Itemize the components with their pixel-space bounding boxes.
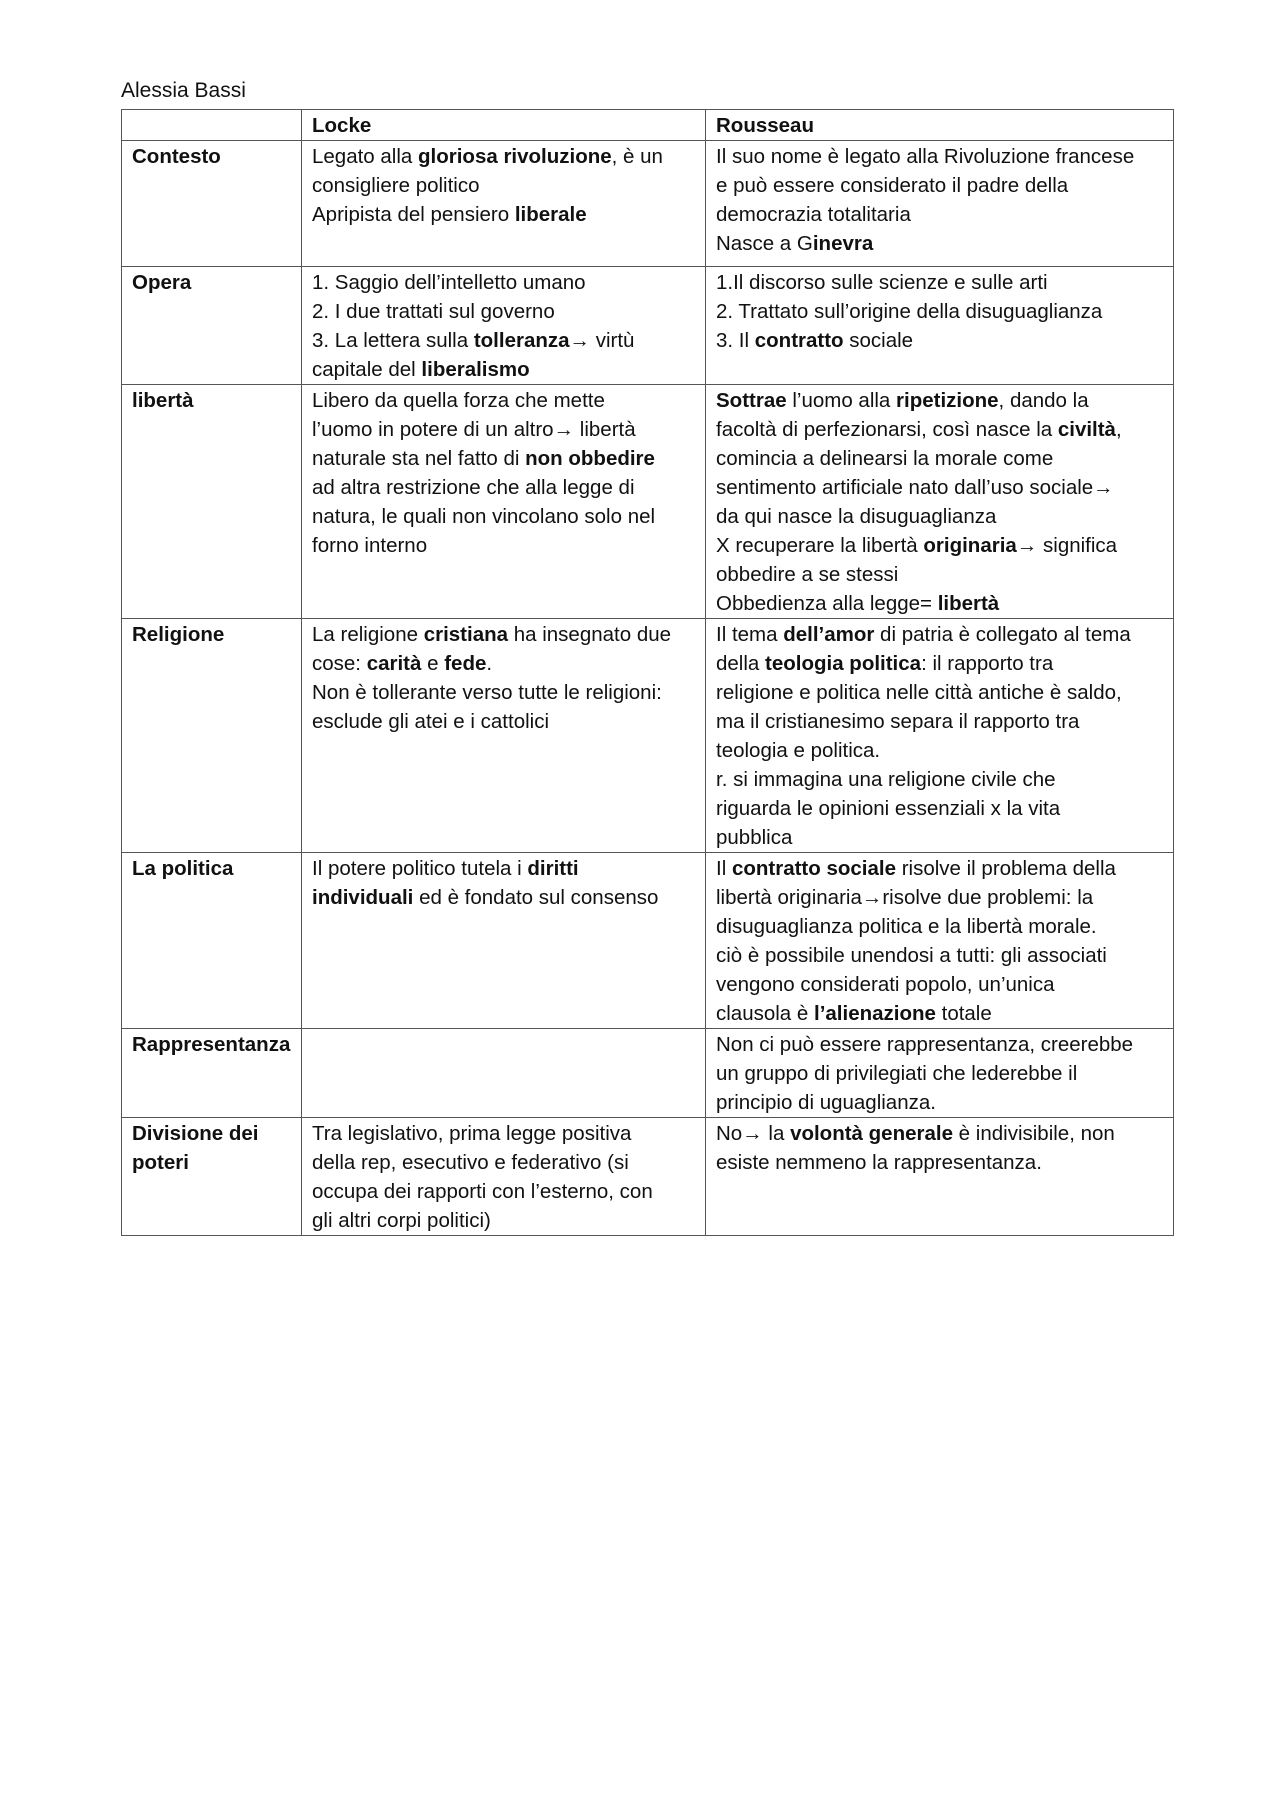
cell-text-line bbox=[716, 560, 1163, 589]
text-segment: → significa bbox=[1016, 534, 1118, 557]
text-segment: riguarda le opinioni essenziali x la vita bbox=[716, 797, 1061, 820]
text-segment: sociale bbox=[843, 329, 914, 352]
text-segment: Il tema bbox=[716, 623, 784, 646]
cell-text-line bbox=[716, 1088, 1163, 1117]
cell-text-line bbox=[716, 326, 1163, 355]
cell-text-line bbox=[716, 531, 1163, 560]
cell-text-line bbox=[716, 473, 1163, 502]
text-segment: Il potere politico tutela i bbox=[312, 857, 528, 880]
comparison-table bbox=[121, 109, 1174, 1236]
header-cell-empty bbox=[122, 110, 302, 141]
text-segment: risolve il problema della bbox=[896, 857, 1116, 880]
rousseau-cell bbox=[706, 141, 1174, 267]
cell-text-line bbox=[716, 678, 1163, 707]
text-segment: Non ci può essere rappresentanza, creerebbe bbox=[716, 1033, 1134, 1056]
text-segment: forno interno bbox=[312, 534, 428, 557]
text-segment: esclude gli atei e i cattolici bbox=[312, 710, 550, 733]
cell-text-line bbox=[716, 883, 1163, 912]
cell-text-line bbox=[312, 707, 695, 736]
table-row bbox=[122, 267, 1174, 385]
cell-text-line bbox=[312, 171, 695, 200]
text-segment: capitale del bbox=[312, 358, 422, 381]
bold-text: liberalismo bbox=[421, 358, 530, 381]
cell-text-line bbox=[312, 883, 695, 912]
cell-text-line bbox=[312, 473, 695, 502]
text-segment: 3. La lettera sulla bbox=[312, 329, 474, 352]
text-segment: r. si immagina una religione civile che bbox=[716, 768, 1056, 791]
table-row bbox=[122, 619, 1174, 853]
row-label: Opera bbox=[132, 271, 192, 294]
bold-text: liberale bbox=[514, 203, 587, 226]
bold-text: teologia politica bbox=[765, 652, 922, 675]
text-segment: occupa dei rapporti con l’esterno, con bbox=[312, 1180, 653, 1203]
text-segment: vengono considerati popolo, un’unica bbox=[716, 973, 1055, 996]
text-segment: di patria è collegato al tema bbox=[874, 623, 1131, 646]
cell-text-line bbox=[312, 1177, 695, 1206]
cell-text-line bbox=[312, 531, 695, 560]
text-segment: Apripista del pensiero bbox=[312, 203, 515, 226]
rousseau-cell bbox=[706, 385, 1174, 619]
text-segment: ciò è possibile unendosi a tutti: gli associati bbox=[716, 944, 1107, 967]
text-segment: democrazia totalitaria bbox=[716, 203, 911, 226]
cell-text-line bbox=[716, 229, 1163, 258]
text-segment: l’uomo alla bbox=[786, 389, 897, 412]
bold-text: gloriosa rivoluzione bbox=[418, 145, 612, 168]
cell-text-line bbox=[716, 1059, 1163, 1088]
row-label: libertà bbox=[132, 389, 194, 412]
text-segment: è indivisibile, non bbox=[952, 1122, 1115, 1145]
cell-text-line bbox=[716, 200, 1163, 229]
cell-text-line bbox=[716, 823, 1163, 852]
text-segment: l’uomo in potere di un altro→ libertà bbox=[312, 418, 636, 441]
rousseau-cell bbox=[706, 1118, 1174, 1236]
text-segment: , bbox=[1115, 418, 1122, 441]
rousseau-cell bbox=[706, 267, 1174, 385]
text-segment: Obbedienza alla legge= bbox=[716, 592, 938, 615]
text-segment: principio di uguaglianza. bbox=[716, 1091, 936, 1114]
row-label-cell bbox=[122, 267, 302, 385]
text-segment: Tra legislativo, prima legge positiva bbox=[312, 1122, 632, 1145]
cell-text-line bbox=[312, 142, 695, 171]
row-label-cell bbox=[122, 619, 302, 853]
text-segment: X recuperare la libertà bbox=[716, 534, 924, 557]
text-segment: pubblica bbox=[716, 826, 793, 849]
text-segment: sentimento artificiale nato dall’uso sociale→ bbox=[716, 476, 1114, 499]
text-segment: → virtù bbox=[569, 329, 635, 352]
bold-text: non obbedire bbox=[525, 447, 655, 470]
row-label: Religione bbox=[132, 623, 225, 646]
cell-text-line bbox=[716, 1030, 1163, 1059]
bold-text: l’alienazione bbox=[814, 1002, 936, 1025]
row-label-cell bbox=[122, 853, 302, 1029]
cell-text-line bbox=[716, 297, 1163, 326]
cell-text-line bbox=[716, 620, 1163, 649]
cell-text-line bbox=[716, 589, 1163, 618]
text-segment: da qui nasce la disuguaglianza bbox=[716, 505, 997, 528]
text-segment: libertà originaria→risolve due problemi: la bbox=[716, 886, 1094, 909]
text-segment: facoltà di perfezionarsi, così nasce la bbox=[716, 418, 1058, 441]
text-segment: ma il cristianesimo separa il rapporto tra bbox=[716, 710, 1080, 733]
cell-text-line bbox=[716, 386, 1163, 415]
bold-text: inevra bbox=[812, 232, 874, 255]
cell-text-line bbox=[312, 854, 695, 883]
text-segment: Il bbox=[716, 857, 732, 880]
row-label: La politica bbox=[132, 857, 234, 880]
cell-text-line bbox=[716, 649, 1163, 678]
text-segment: No→ la bbox=[716, 1122, 791, 1145]
cell-text-line bbox=[716, 502, 1163, 531]
header-row bbox=[122, 110, 1174, 141]
table-row bbox=[122, 853, 1174, 1029]
text-segment: della rep, esecutivo e federativo (si bbox=[312, 1151, 629, 1174]
locke-cell bbox=[302, 1118, 706, 1236]
row-label-cell bbox=[122, 1029, 302, 1118]
row-label: Rappresentanza bbox=[132, 1033, 291, 1056]
rousseau-cell bbox=[706, 1029, 1174, 1118]
text-segment: Il suo nome è legato alla Rivoluzione francese bbox=[716, 145, 1135, 168]
row-label-cell bbox=[122, 385, 302, 619]
text-segment: esiste nemmeno la rappresentanza. bbox=[716, 1151, 1042, 1174]
locke-cell bbox=[302, 267, 706, 385]
bold-text: individuali bbox=[312, 886, 414, 909]
cell-text-line bbox=[716, 854, 1163, 883]
text-segment: e bbox=[421, 652, 445, 675]
text-segment: . bbox=[486, 652, 493, 675]
text-segment: Non è tollerante verso tutte le religioni: bbox=[312, 681, 662, 704]
text-segment: totale bbox=[935, 1002, 992, 1025]
text-segment: ad altra restrizione che alla legge di bbox=[312, 476, 635, 499]
text-segment: clausola è bbox=[716, 1002, 815, 1025]
cell-text-line bbox=[716, 912, 1163, 941]
text-segment: 1.Il discorso sulle scienze e sulle arti bbox=[716, 271, 1048, 294]
text-segment: ha insegnato due bbox=[508, 623, 672, 646]
bold-text: civiltà bbox=[1057, 418, 1116, 441]
text-segment: cose: bbox=[312, 652, 367, 675]
cell-text-line bbox=[312, 355, 695, 384]
cell-text-line bbox=[716, 999, 1163, 1028]
cell-text-line bbox=[312, 649, 695, 678]
text-segment: gli altri corpi politici) bbox=[312, 1209, 491, 1232]
bold-text: contratto bbox=[754, 329, 844, 352]
bold-text: Sottrae bbox=[716, 389, 787, 412]
cell-text-line bbox=[716, 970, 1163, 999]
cell-text-line bbox=[312, 268, 695, 297]
cell-text-line bbox=[716, 1148, 1163, 1177]
bold-text: originaria bbox=[923, 534, 1017, 557]
locke-cell bbox=[302, 385, 706, 619]
rousseau-cell bbox=[706, 853, 1174, 1029]
cell-text-line bbox=[716, 736, 1163, 765]
cell-text-line bbox=[716, 415, 1163, 444]
cell-text-line bbox=[312, 297, 695, 326]
locke-cell bbox=[302, 141, 706, 267]
text-segment: natura, le quali non vincolano solo nel bbox=[312, 505, 656, 528]
text-segment: La religione bbox=[312, 623, 424, 646]
text-segment: della bbox=[716, 652, 766, 675]
table-row bbox=[122, 1118, 1174, 1236]
cell-text-line bbox=[716, 794, 1163, 823]
cell-text-line bbox=[312, 502, 695, 531]
cell-text-line bbox=[716, 268, 1163, 297]
text-segment: 2. Trattato sull’origine della disuguaglianza bbox=[716, 300, 1103, 323]
bold-text: tolleranza bbox=[473, 329, 570, 352]
cell-text-line bbox=[716, 142, 1163, 171]
text-segment: 3. Il bbox=[716, 329, 755, 352]
bold-text: libertà bbox=[937, 592, 1000, 615]
rousseau-cell bbox=[706, 619, 1174, 853]
cell-text-line bbox=[716, 765, 1163, 794]
bold-text: volontà generale bbox=[790, 1122, 953, 1145]
cell-text-line bbox=[312, 1148, 695, 1177]
author-name: Alessia Bassi bbox=[121, 79, 246, 102]
bold-text: carità bbox=[366, 652, 422, 675]
text-segment: Nasce a G bbox=[716, 232, 813, 255]
table-row bbox=[122, 1029, 1174, 1118]
text-segment: : il rapporto tra bbox=[921, 652, 1054, 675]
row-label-cell bbox=[122, 141, 302, 267]
text-segment: 2. I due trattati sul governo bbox=[312, 300, 555, 323]
cell-text-line bbox=[312, 326, 695, 355]
bold-text: contratto sociale bbox=[731, 857, 896, 880]
row-label-cell bbox=[122, 1118, 302, 1236]
row-label: Contesto bbox=[132, 145, 221, 168]
bold-text: fede bbox=[444, 652, 487, 675]
text-segment: un gruppo di privilegiati che lederebbe il bbox=[716, 1062, 1078, 1085]
table-row bbox=[122, 141, 1174, 267]
text-segment: obbedire a se stessi bbox=[716, 563, 899, 586]
text-segment: disuguaglianza politica e la libertà morale. bbox=[716, 915, 1097, 938]
bold-text: ripetizione bbox=[896, 389, 999, 412]
cell-text-line bbox=[312, 386, 695, 415]
text-segment: teologia e politica. bbox=[716, 739, 881, 762]
text-segment: comincia a delinearsi la morale come bbox=[716, 447, 1054, 470]
text-segment: religione e politica nelle città antiche è saldo, bbox=[716, 681, 1122, 704]
cell-text-line bbox=[312, 1206, 695, 1235]
text-segment: naturale sta nel fatto di bbox=[312, 447, 526, 470]
cell-text-line bbox=[312, 678, 695, 707]
text-segment: , è un bbox=[611, 145, 663, 168]
text-segment: , dando la bbox=[998, 389, 1089, 412]
locke-cell bbox=[302, 619, 706, 853]
bold-text: dell’amor bbox=[783, 623, 875, 646]
cell-text-line bbox=[716, 707, 1163, 736]
bold-text: diritti bbox=[527, 857, 579, 880]
cell-text-line bbox=[716, 941, 1163, 970]
text-segment: consigliere politico bbox=[312, 174, 480, 197]
row-label: poteri bbox=[132, 1151, 189, 1174]
text-segment: ed è fondato sul consenso bbox=[413, 886, 659, 909]
cell-text-line bbox=[312, 415, 695, 444]
cell-text-line bbox=[312, 200, 695, 229]
cell-text-line bbox=[312, 444, 695, 473]
cell-text-line bbox=[716, 171, 1163, 200]
text-segment: e può essere considerato il padre della bbox=[716, 174, 1069, 197]
table-row bbox=[122, 385, 1174, 619]
cell-text-line bbox=[312, 620, 695, 649]
cell-text-line bbox=[716, 444, 1163, 473]
locke-cell bbox=[302, 1029, 706, 1118]
text-segment: 1. Saggio dell’intelletto umano bbox=[312, 271, 586, 294]
cell-text-line bbox=[716, 1119, 1163, 1148]
cell-text-line bbox=[312, 1119, 695, 1148]
locke-cell bbox=[302, 853, 706, 1029]
text-segment: Legato alla bbox=[312, 145, 419, 168]
row-label: Divisione dei bbox=[132, 1122, 259, 1145]
header-cell-locke: Locke bbox=[302, 110, 706, 141]
bold-text: cristiana bbox=[423, 623, 509, 646]
header-cell-rousseau: Rousseau bbox=[706, 110, 1174, 141]
text-segment: Libero da quella forza che mette bbox=[312, 389, 605, 412]
